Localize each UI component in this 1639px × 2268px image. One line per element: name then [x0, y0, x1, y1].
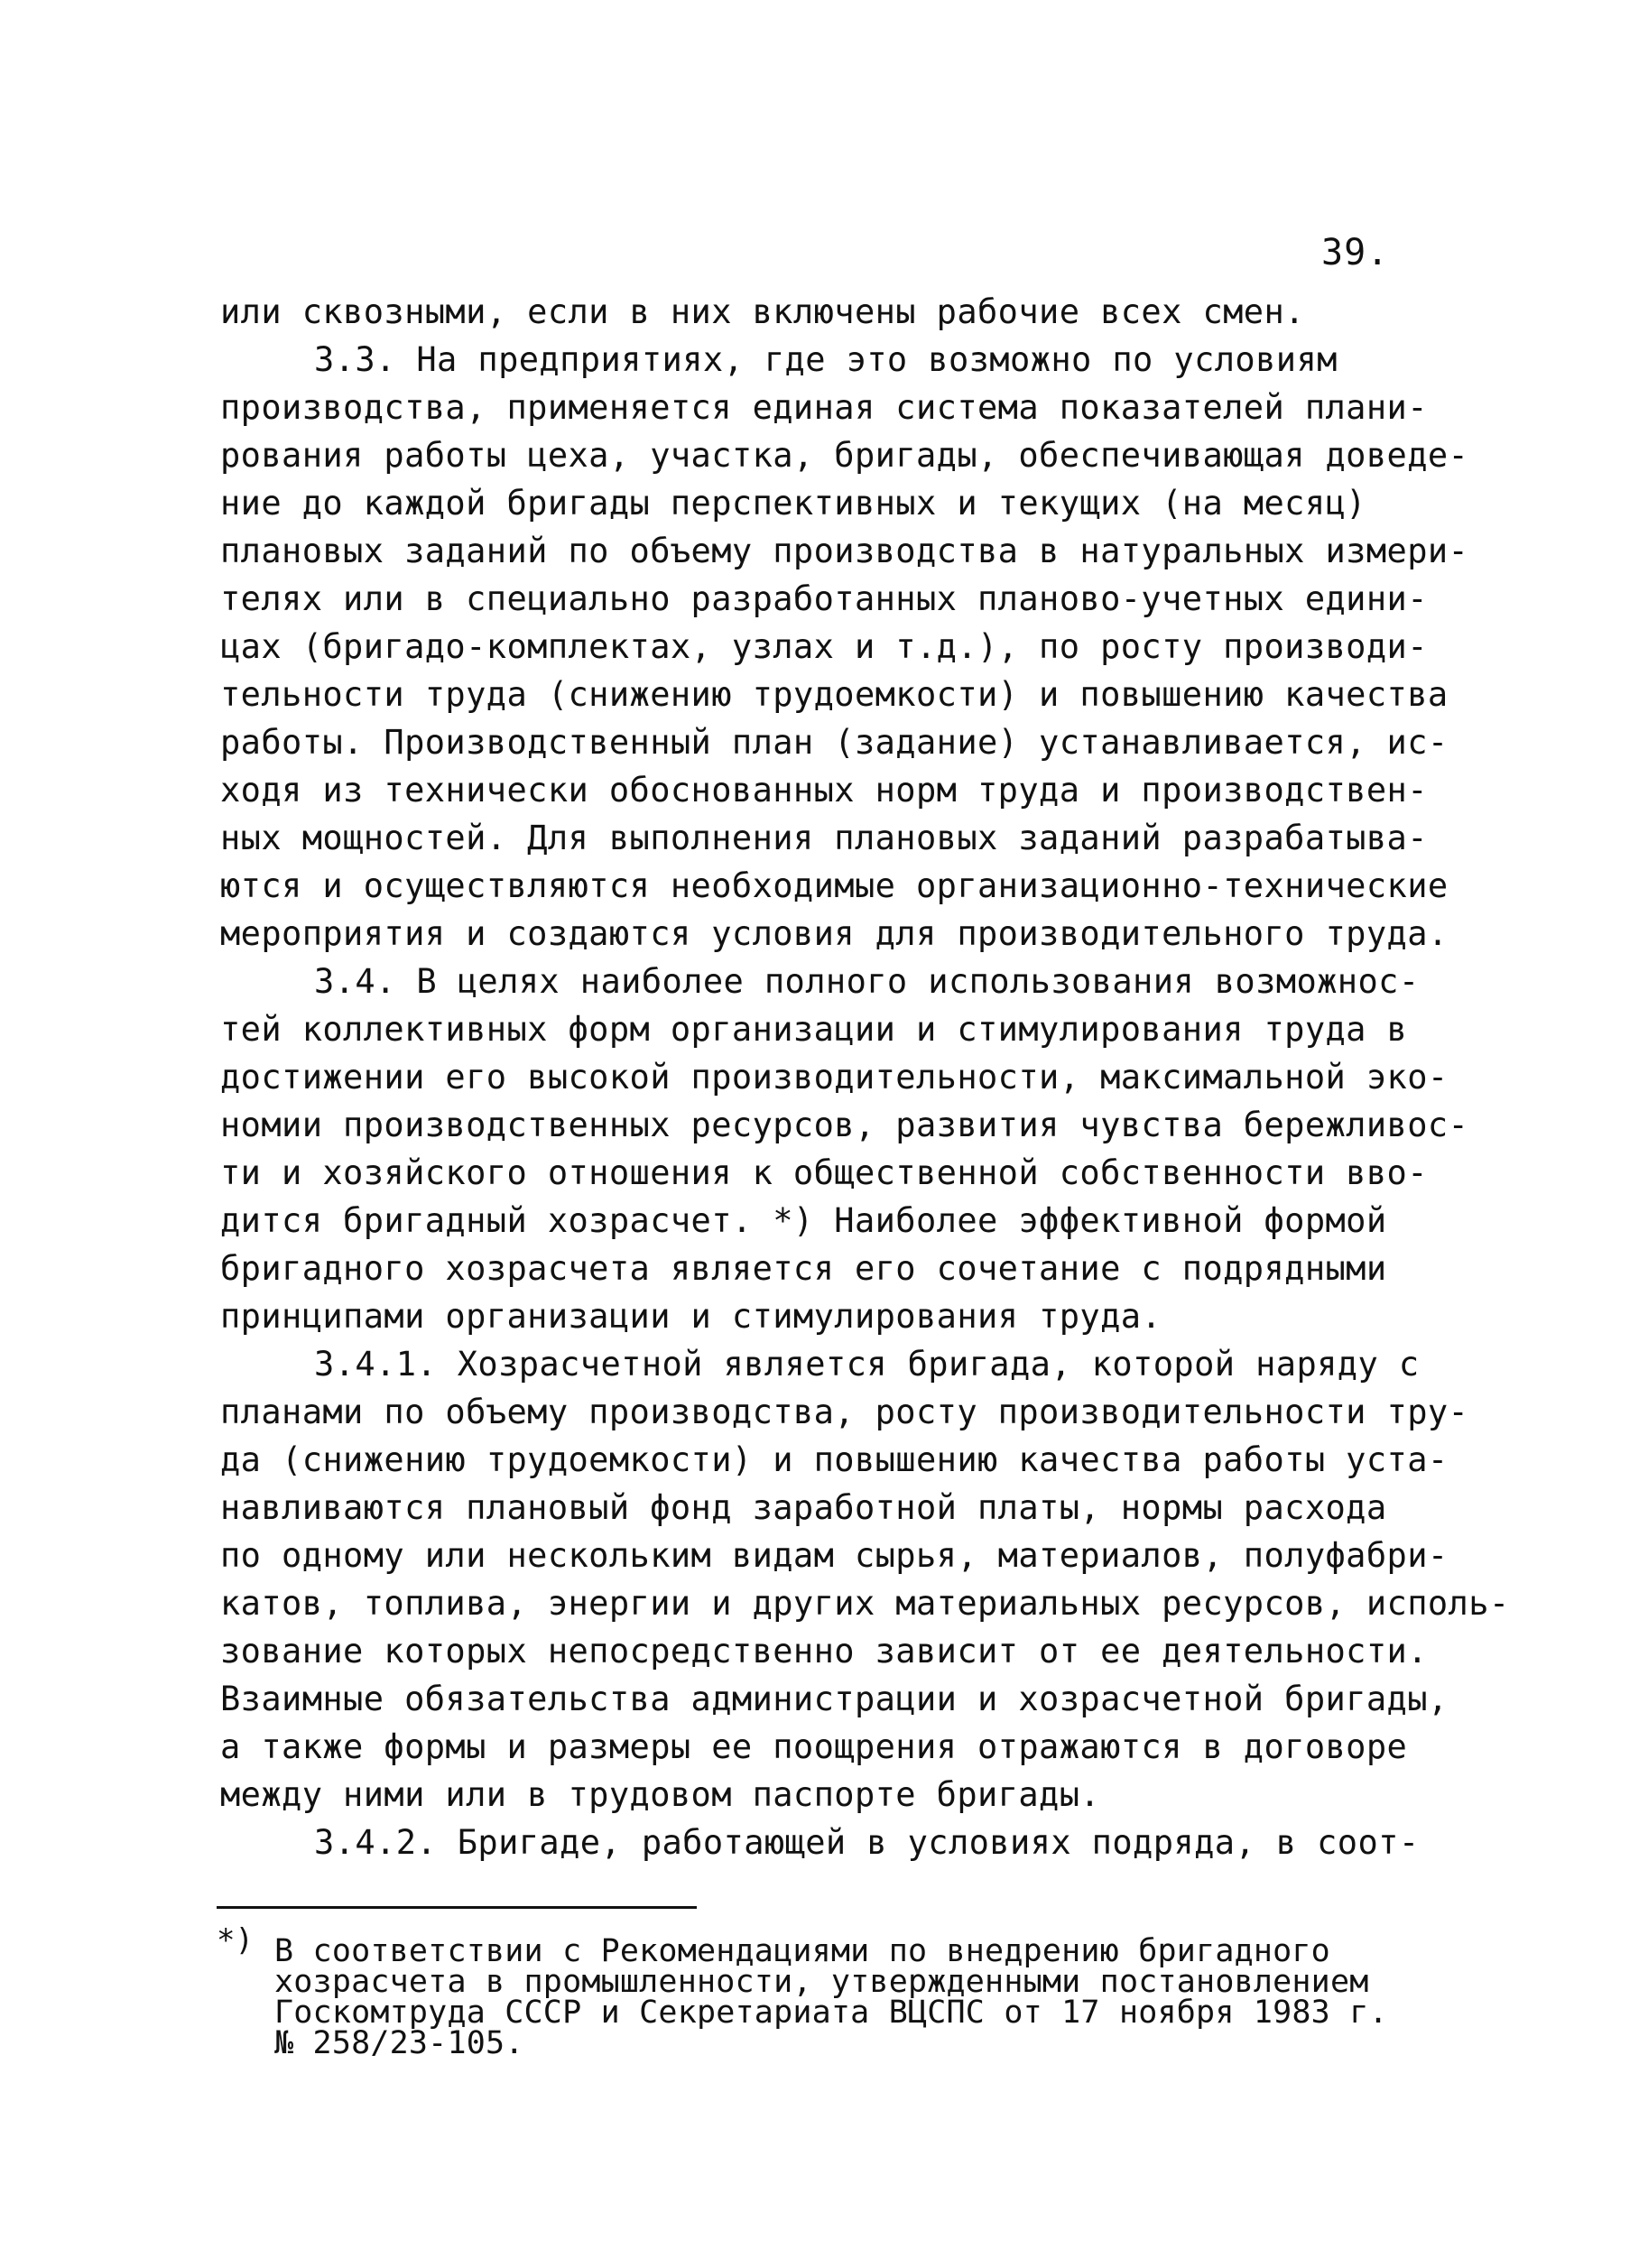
body-line: 3.4.2. Бригаде, работающей в условиях подряда, в соот- [314, 1823, 1420, 1862]
footnote-line: Госкомтруда СССР и Секретариата ВЦСПС от 17 ноября 1983 г. [274, 1995, 1388, 2031]
footnote-mark: *) [217, 1922, 254, 1958]
body-line: 3.3. На предприятиях, где это возможно по условиям [314, 340, 1338, 379]
body-line: или сквозными, если в них включены рабочие всех смен. [220, 292, 1305, 331]
body-line: планами по объему производства, росту производительности тру- [220, 1393, 1469, 1431]
body-line: ных мощностей. Для выполнения плановых заданий разрабатыва- [220, 819, 1428, 857]
body-line: навливаются плановый фонд заработной платы, нормы расхода [220, 1488, 1387, 1527]
footnote-line: № 258/23-105. [274, 2025, 524, 2061]
body-line: 3.4.1. Хозрасчетной является бригада, которой наряду с [314, 1345, 1420, 1384]
body-line: между ними или в трудовом паспорте бригады. [220, 1775, 1101, 1814]
body-line: рования работы цеха, участка, бригады, обеспечивающая доведе- [220, 436, 1469, 475]
body-line: тельности труда (снижению трудоемкости) и повышению качества [220, 675, 1449, 714]
body-line: Взаимные обязательства администрации и хозрасчетной бригады, [220, 1680, 1449, 1718]
body-line: ются и осуществляются необходимые организационно-технические [220, 866, 1449, 905]
footnote-line: В соответствии с Рекомендациями по внедрению бригадного [274, 1933, 1330, 1969]
body-line: мероприятия и создаются условия для производительного труда. [220, 914, 1449, 953]
body-line: ходя из технически обоснованных норм труда и производствен- [220, 771, 1428, 810]
body-line: работы. Производственный план (задание) устанавливается, ис- [220, 723, 1449, 762]
body-line: бригадного хозрасчета является его сочетание с подрядными [220, 1249, 1387, 1288]
body-line: производства, применяется единая система показателей плани- [220, 388, 1428, 427]
body-line: 3.4. В целях наиболее полного использования возможнос- [314, 962, 1420, 1001]
footnote-rule [217, 1906, 697, 1909]
body-line: по одному или нескольким видам сырья, материалов, полуфабри- [220, 1536, 1449, 1575]
footnote-line: хозрасчета в промышленности, утвержденными постановлением [274, 1964, 1369, 2000]
body-line: дится бригадный хозрасчет. *) Наиболее эффективной формой [220, 1201, 1387, 1240]
body-line: плановых заданий по объему производства в натуральных измери- [220, 532, 1469, 570]
body-line: номии производственных ресурсов, развития чувства бережливос- [220, 1106, 1469, 1144]
body-line: катов, топлива, энергии и других материальных ресурсов, исполь- [220, 1584, 1510, 1623]
body-line: тей коллективных форм организации и стимулирования труда в [220, 1010, 1408, 1049]
body-line: телях или в специально разработанных планово-учетных едини- [220, 579, 1428, 618]
page-number: 39. [1321, 232, 1390, 273]
body-line: зование которых непосредственно зависит от ее деятельности. [220, 1632, 1428, 1671]
body-line: достижении его высокой производительности, максимальной эко- [220, 1058, 1449, 1097]
body-line: цах (бригадо-комплектах, узлах и т.д.), по росту производи- [220, 627, 1428, 666]
body-line: ти и хозяйского отношения к общественной собственности вво- [220, 1153, 1428, 1192]
body-line: принципами организации и стимулирования труда. [220, 1297, 1162, 1336]
body-line: ние до каждой бригады перспективных и текущих (на месяц) [220, 484, 1366, 523]
body-line: да (снижению трудоемкости) и повышению качества работы уста- [220, 1440, 1449, 1479]
body-line: а также формы и размеры ее поощрения отражаются в договоре [220, 1727, 1408, 1766]
